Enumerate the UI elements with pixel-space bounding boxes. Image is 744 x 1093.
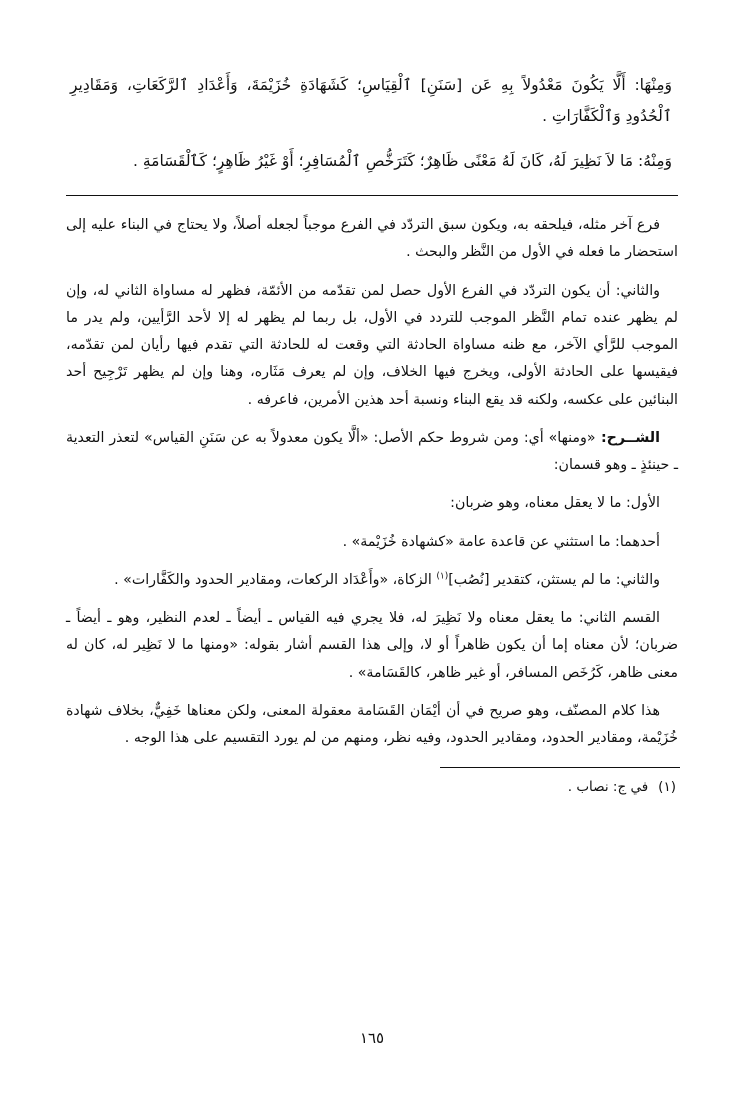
sharh-paragraph-5: أحدهما: ما استثني عن قاعدة عامة «كشهادة خُزَيْمة» .	[342, 533, 660, 550]
sharh-paragraph-2: والثاني: أن يكون التردّد في الفرع الأول حصل لمن تقدّمه من الأئمّة، فظهر له مساواة الثاني له، وإن لم يظهر عنده تمام النَّظر الموجب للتردد في الأول، بل ربما لم يظهر له إلا لأحد الرَّأيين، ولم يدر ما الموجب للرَّأي الآخر، مع ظنه مساواة الحادثة التي وقعت له للحادثة التي تقدم فيها رأيان لمن تقدّمه، فيقيسها على الحادثة الأولى، ويخرج فيها الخلاف، وإن لم يعرف مَثَاره، وهنا وإن لم يظهر تَرْجِيح أحد البنائين على عكسه، ولكنه قد يقع البناء ونسبة أحد هذين الأمرين، فاعرفه .	[66, 282, 678, 408]
sharh-paragraph-1: فرع آخر مثله، فيلحقه به، ويكون سبق التردّد في الفرع موجباً لجعله أصلاً، ولا يحتاج في البناء عليه إلى استحضار ما فعله في الأول من النَّظر والبحث .	[66, 217, 678, 261]
matn-block	[64, 70, 680, 177]
matn-paragraph-2: وَمِنْهُ: مَا لاَ نَظِيرَ لَهُ، كَانَ لَهُ مَعْنًى ظَاهِرٌ؛ كَتَرَخُّصِ ٱلْمُسَافِرِ؛ أَوْ غَيْرُ ظَاهِرٍ؛ كَٱلْقَسَامَةِ .	[132, 152, 672, 170]
sharh-paragraph-6-head: والثاني: ما لم يستثن، كتقدير [نُصُب]	[448, 571, 660, 588]
sharh-paragraph-8: هذا كلام المصنّف، وهو صريح في أن أيْمَان القَسَامة معقولة المعنى، ولكن معناها خَفِيٌّ، بخلاف شهادة خُزَيْمة، ومقادير الحدود، ومقادير الحدود، وفيه نظر، ومنهم من لم يورد التقسيم على هذا الوجه .	[66, 702, 678, 747]
sharh-lead-label: الشــرح:	[595, 429, 660, 446]
sharh-block	[64, 212, 680, 753]
footnote-rule	[440, 767, 680, 768]
footnote	[64, 776, 680, 799]
footnote-text: في ج: نصاب .	[567, 778, 649, 795]
section-divider	[66, 195, 678, 196]
sharh-paragraph-6-tail: الزكاة، «وأَعْدَاد الركعات، ومقادير الحدود والكَفَّارات» .	[114, 571, 437, 588]
footnote-marker: (١)	[436, 571, 449, 582]
matn-paragraph-1: وَمِنْهَا: أَلَّا يَكُونَ مَعْدُولاً بِهِ عَن [سَنَنِ] ٱلْقِيَاسِ؛ كَشَهَادَةِ خُزَيْمَةَ، وَأَعْدَادِ ٱلرَّكَعَاتِ، وَمَقَادِيرِ ٱلْحُدُودِ وَٱلْكَفَّارَاتِ .	[70, 76, 672, 125]
sharh-paragraph-6	[66, 567, 678, 594]
sharh-paragraph-3-text: «ومنها» أي: ومن شروط حكم الأصل: «ألَّا يكون معدولاً به عن سَنَنِ القياس» لتعذر التعدية ـ حينئذٍ ـ وهو قسمان:	[66, 429, 678, 474]
sharh-paragraph-3	[66, 425, 678, 480]
page-number: ١٦٥	[359, 1029, 385, 1047]
sharh-paragraph-7: القسم الثاني: ما يعقل معناه ولا نَظِيرَ له، فلا يجري فيه القياس ـ أيضاً ـ لعدم النظير، وهو ـ أيضاً ـ ضربان؛ لأن معناه إما أن يكون ظاهراً أو لا، وإلى هذا القسم أشار بقوله: «ومنها ما لا نَظِير له، كان له معنى ظاهر، كَرُخَص المسافر، أو غير ظاهر، كالقَسَامة» .	[66, 610, 678, 681]
sharh-paragraph-4: الأول: ما لا يعقل معناه، وهو ضربان:	[450, 495, 660, 512]
footnote-number: (١)	[658, 778, 676, 795]
